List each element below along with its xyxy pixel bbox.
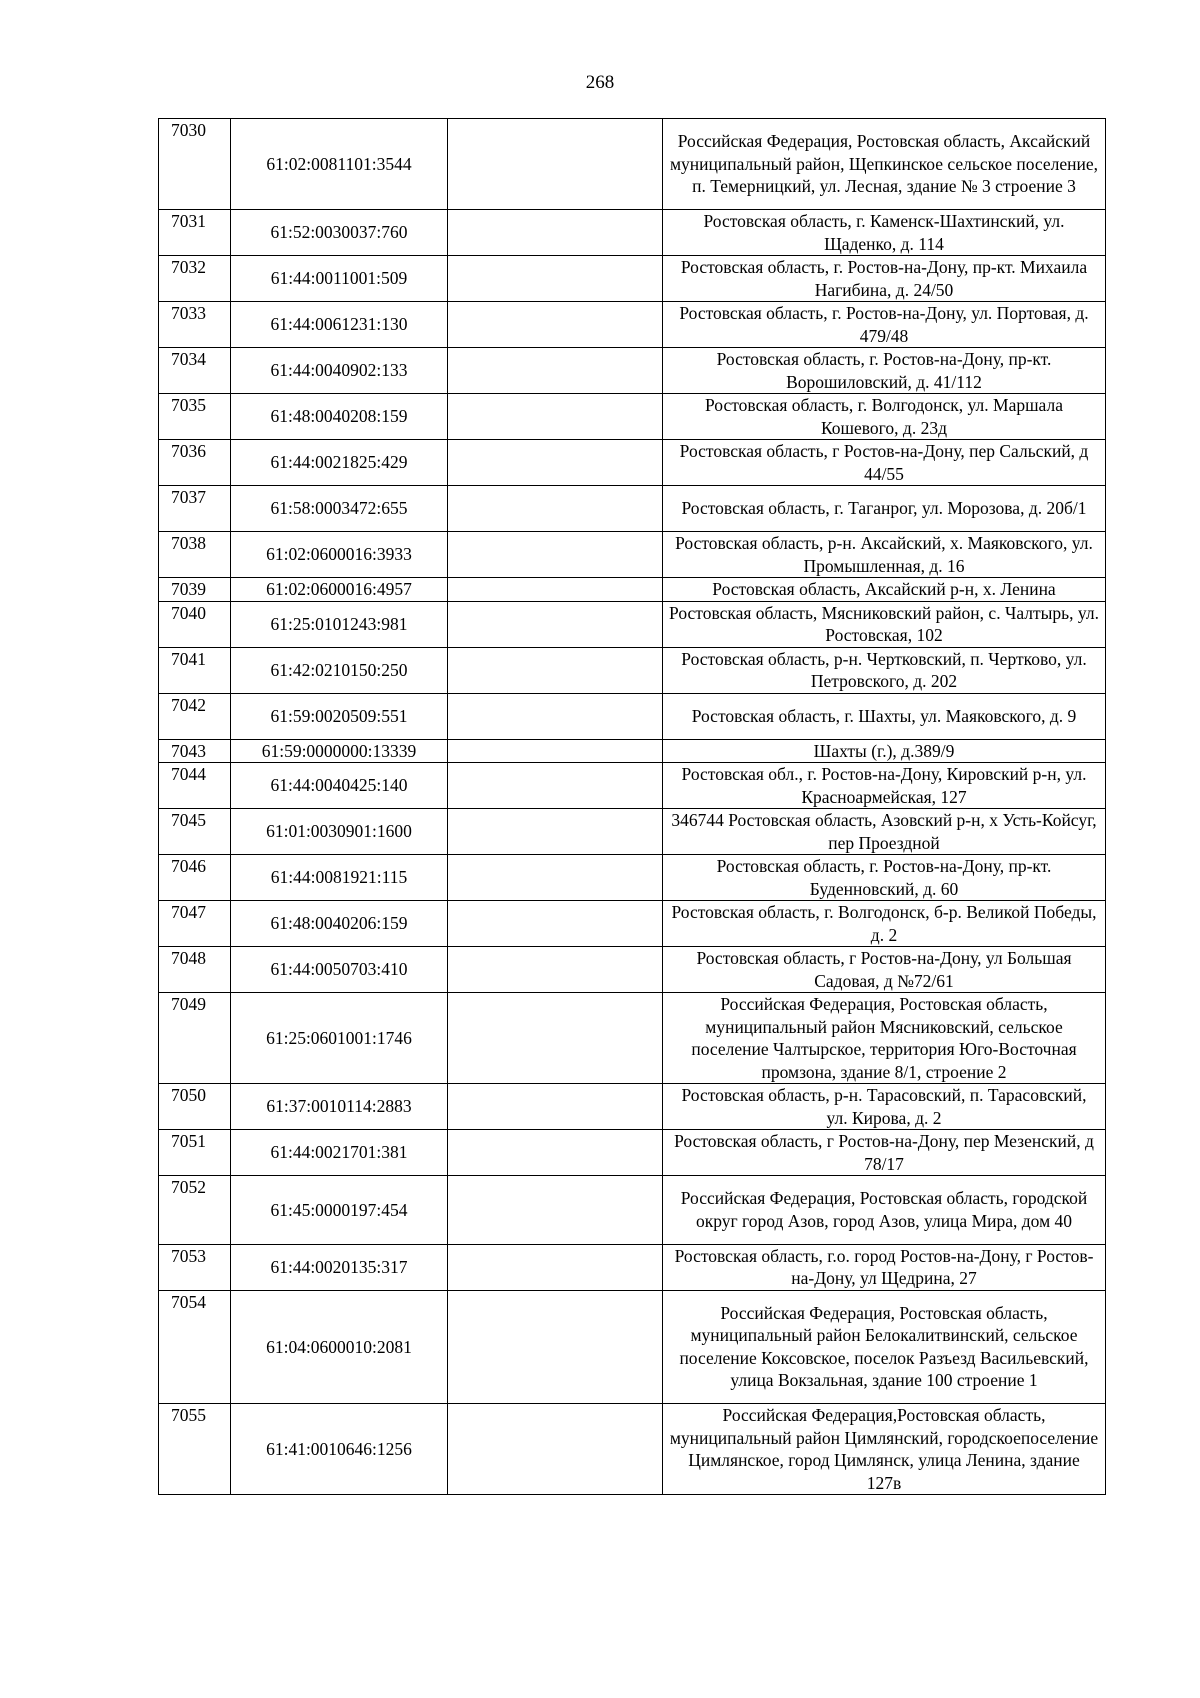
cadastral-number-cell: 61:45:0000197:454	[231, 1176, 448, 1245]
address-cell: Российская Федерация, Ростовская область, муниципальный район Белокалитвинский, сельское поселение Коксовское, поселок Разъезд Васильевский, улица Вокзальная, здание 100 строение 1	[663, 1290, 1106, 1404]
table-row	[159, 947, 1106, 993]
empty-cell	[448, 486, 663, 532]
table-row	[159, 601, 1106, 647]
table-row	[159, 693, 1106, 739]
table-row	[159, 578, 1106, 602]
empty-cell	[448, 1176, 663, 1245]
table-row	[159, 256, 1106, 302]
table-row	[159, 739, 1106, 763]
row-number-cell: 7043	[159, 739, 231, 763]
row-number-cell: 7046	[159, 855, 231, 901]
cadastral-number-cell: 61:02:0081101:3544	[231, 119, 448, 210]
table-row	[159, 1244, 1106, 1290]
row-number-cell: 7032	[159, 256, 231, 302]
row-number-cell: 7038	[159, 532, 231, 578]
cadastral-number-cell: 61:48:0040206:159	[231, 901, 448, 947]
empty-cell	[448, 1084, 663, 1130]
row-number-cell: 7030	[159, 119, 231, 210]
address-cell: Шахты (г.), д.389/9	[663, 739, 1106, 763]
cadastral-number-cell: 61:42:0210150:250	[231, 647, 448, 693]
row-number-cell: 7041	[159, 647, 231, 693]
row-number-cell: 7042	[159, 693, 231, 739]
address-cell: Ростовская обл., г. Ростов-на-Дону, Кировский р-н, ул. Красноармейская, 127	[663, 763, 1106, 809]
cadastral-number-cell: 61:44:0061231:130	[231, 302, 448, 348]
address-cell: Ростовская область, Аксайский р-н, х. Ленина	[663, 578, 1106, 602]
empty-cell	[448, 394, 663, 440]
empty-cell	[448, 302, 663, 348]
registry-table-body	[159, 119, 1106, 1495]
row-number-cell: 7039	[159, 578, 231, 602]
table-row	[159, 440, 1106, 486]
cadastral-number-cell: 61:44:0020135:317	[231, 1244, 448, 1290]
table-row	[159, 210, 1106, 256]
empty-cell	[448, 440, 663, 486]
table-row	[159, 1084, 1106, 1130]
empty-cell	[448, 1130, 663, 1176]
cadastral-number-cell: 61:02:0600016:4957	[231, 578, 448, 602]
cadastral-number-cell: 61:02:0600016:3933	[231, 532, 448, 578]
table-row	[159, 1176, 1106, 1245]
address-cell: Ростовская область, Мясниковский район, с. Чалтырь, ул. Ростовская, 102	[663, 601, 1106, 647]
table-row	[159, 763, 1106, 809]
row-number-cell: 7040	[159, 601, 231, 647]
address-cell: Российская Федерация, Ростовская область, городской округ город Азов, город Азов, улица Мира, дом 40	[663, 1176, 1106, 1245]
row-number-cell: 7049	[159, 993, 231, 1084]
table-row	[159, 647, 1106, 693]
cadastral-number-cell: 61:59:0020509:551	[231, 693, 448, 739]
cadastral-number-cell: 61:44:0081921:115	[231, 855, 448, 901]
table-row	[159, 1290, 1106, 1404]
cadastral-number-cell: 61:44:0021701:381	[231, 1130, 448, 1176]
address-cell: Ростовская область, г. Каменск-Шахтинский, ул. Щаденко, д. 114	[663, 210, 1106, 256]
address-cell: Ростовская область, г. Волгодонск, ул. Маршала Кошевого, д. 23д	[663, 394, 1106, 440]
address-cell: Российская Федерация, Ростовская область, муниципальный район Мясниковский, сельское поселение Чалтырское, территория Юго-Восточная промзона, здание 8/1, строение 2	[663, 993, 1106, 1084]
address-cell: Ростовская область, г. Ростов-на-Дону, ул. Портовая, д. 479/48	[663, 302, 1106, 348]
address-cell: Ростовская область, г Ростов-на-Дону, ул Большая Садовая, д №72/61	[663, 947, 1106, 993]
cadastral-number-cell: 61:52:0030037:760	[231, 210, 448, 256]
cadastral-number-cell: 61:37:0010114:2883	[231, 1084, 448, 1130]
cadastral-number-cell: 61:01:0030901:1600	[231, 809, 448, 855]
table-row	[159, 809, 1106, 855]
empty-cell	[448, 693, 663, 739]
registry-table	[158, 118, 1106, 1495]
cadastral-number-cell: 61:44:0040425:140	[231, 763, 448, 809]
address-cell: Ростовская область, г Ростов-на-Дону, пер Мезенский, д 78/17	[663, 1130, 1106, 1176]
address-cell: Ростовская область, г. Ростов-на-Дону, пр-кт. Ворошиловский, д. 41/112	[663, 348, 1106, 394]
table-row	[159, 302, 1106, 348]
table-row	[159, 1404, 1106, 1495]
row-number-cell: 7034	[159, 348, 231, 394]
address-cell: Российская Федерация, Ростовская область, Аксайский муниципальный район, Щепкинское сельское поселение, п. Темерницкий, ул. Лесная, здание № 3 строение 3	[663, 119, 1106, 210]
empty-cell	[448, 809, 663, 855]
cadastral-number-cell: 61:59:0000000:13339	[231, 739, 448, 763]
table-row	[159, 119, 1106, 210]
table-row	[159, 1130, 1106, 1176]
row-number-cell: 7037	[159, 486, 231, 532]
row-number-cell: 7035	[159, 394, 231, 440]
row-number-cell: 7053	[159, 1244, 231, 1290]
empty-cell	[448, 1404, 663, 1495]
empty-cell	[448, 947, 663, 993]
cadastral-number-cell: 61:44:0040902:133	[231, 348, 448, 394]
page-number: 268	[585, 72, 615, 93]
address-cell: Ростовская область, г. Шахты, ул. Маяковского, д. 9	[663, 693, 1106, 739]
address-cell: Ростовская область, г. Волгодонск, б-р. Великой Победы, д. 2	[663, 901, 1106, 947]
empty-cell	[448, 1290, 663, 1404]
row-number-cell: 7048	[159, 947, 231, 993]
row-number-cell: 7055	[159, 1404, 231, 1495]
empty-cell	[448, 647, 663, 693]
row-number-cell: 7052	[159, 1176, 231, 1245]
cadastral-number-cell: 61:58:0003472:655	[231, 486, 448, 532]
empty-cell	[448, 210, 663, 256]
empty-cell	[448, 532, 663, 578]
table-row	[159, 394, 1106, 440]
cadastral-number-cell: 61:41:0010646:1256	[231, 1404, 448, 1495]
address-cell: Ростовская область, г. Ростов-на-Дону, пр-кт. Михаила Нагибина, д. 24/50	[663, 256, 1106, 302]
cadastral-number-cell: 61:04:0600010:2081	[231, 1290, 448, 1404]
cadastral-number-cell: 61:25:0101243:981	[231, 601, 448, 647]
address-cell: Ростовская область, р-н. Аксайский, х. Маяковского, ул. Промышленная, д. 16	[663, 532, 1106, 578]
row-number-cell: 7054	[159, 1290, 231, 1404]
row-number-cell: 7031	[159, 210, 231, 256]
empty-cell	[448, 348, 663, 394]
cadastral-number-cell: 61:44:0011001:509	[231, 256, 448, 302]
empty-cell	[448, 993, 663, 1084]
address-cell: Ростовская область, р-н. Тарасовский, п. Тарасовский, ул. Кирова, д. 2	[663, 1084, 1106, 1130]
table-row	[159, 855, 1106, 901]
row-number-cell: 7033	[159, 302, 231, 348]
address-cell: Ростовская область, г Ростов-на-Дону, пер Сальский, д 44/55	[663, 440, 1106, 486]
empty-cell	[448, 901, 663, 947]
table-row	[159, 532, 1106, 578]
empty-cell	[448, 1244, 663, 1290]
cadastral-number-cell: 61:44:0050703:410	[231, 947, 448, 993]
empty-cell	[448, 119, 663, 210]
empty-cell	[448, 763, 663, 809]
cadastral-number-cell: 61:25:0601001:1746	[231, 993, 448, 1084]
empty-cell	[448, 578, 663, 602]
empty-cell	[448, 256, 663, 302]
address-cell: Российская Федерация,Ростовская область, муниципальный район Цимлянский, городскоепоселение Цимлянское, город Цимлянск, улица Ленина, здание 127в	[663, 1404, 1106, 1495]
address-cell: Ростовская область, г.о. город Ростов-на-Дону, г Ростов-на-Дону, ул Щедрина, 27	[663, 1244, 1106, 1290]
row-number-cell: 7050	[159, 1084, 231, 1130]
cadastral-number-cell: 61:44:0021825:429	[231, 440, 448, 486]
address-cell: Ростовская область, г. Ростов-на-Дону, пр-кт. Буденновский, д. 60	[663, 855, 1106, 901]
cadastral-number-cell: 61:48:0040208:159	[231, 394, 448, 440]
row-number-cell: 7051	[159, 1130, 231, 1176]
empty-cell	[448, 855, 663, 901]
row-number-cell: 7047	[159, 901, 231, 947]
table-row	[159, 901, 1106, 947]
table-row	[159, 348, 1106, 394]
row-number-cell: 7036	[159, 440, 231, 486]
address-cell: Ростовская область, г. Таганрог, ул. Морозова, д. 20б/1	[663, 486, 1106, 532]
empty-cell	[448, 601, 663, 647]
address-cell: 346744 Ростовская область, Азовский р-н, х Усть-Койсуг, пер Проездной	[663, 809, 1106, 855]
row-number-cell: 7045	[159, 809, 231, 855]
table-row	[159, 486, 1106, 532]
row-number-cell: 7044	[159, 763, 231, 809]
address-cell: Ростовская область, р-н. Чертковский, п. Чертково, ул. Петровского, д. 202	[663, 647, 1106, 693]
table-row	[159, 993, 1106, 1084]
empty-cell	[448, 739, 663, 763]
